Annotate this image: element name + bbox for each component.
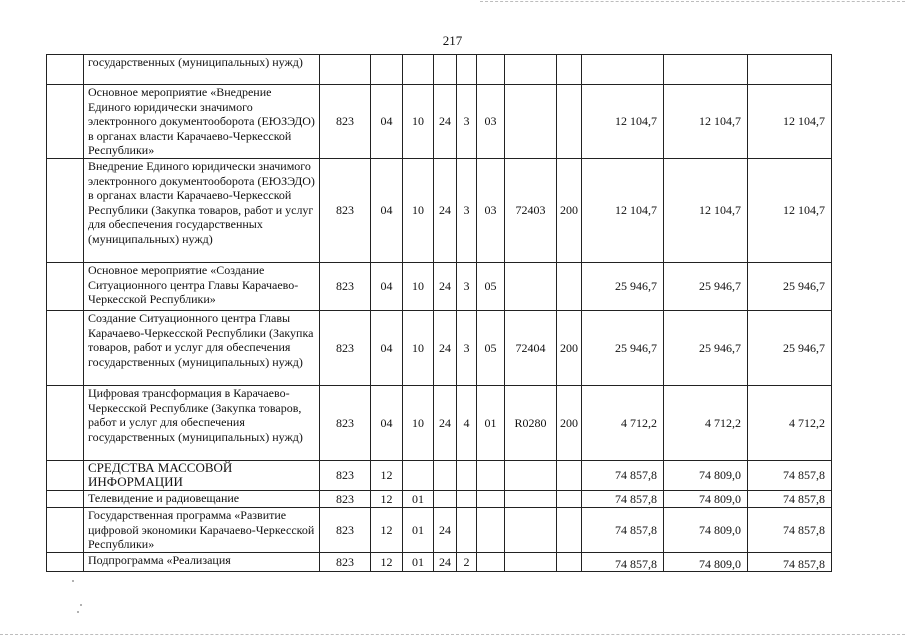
row-marker-cell [47,386,84,461]
expense-type-code [557,491,582,508]
event-code: 01 [477,386,505,461]
table-row [47,491,832,508]
amount-year-1: 25 946,7 [582,263,664,311]
section-code: 12 [371,553,403,572]
direction-code [505,85,557,159]
subprogram-code [457,508,477,553]
amount-year-3: 12 104,7 [748,85,832,159]
direction-code [505,491,557,508]
scan-edge-bottom [0,634,905,635]
direction-code [505,508,557,553]
expense-type-code [557,553,582,572]
ministry-code [320,55,371,85]
section-code: 12 [371,461,403,491]
program-code [434,491,457,508]
subprogram-code: 3 [457,159,477,263]
subprogram-code: 3 [457,263,477,311]
amount-year-2: 12 104,7 [664,159,748,263]
amount-year-1: 12 104,7 [582,85,664,159]
direction-code: R0280 [505,386,557,461]
subsection-code: 10 [403,159,434,263]
subprogram-code: 3 [457,85,477,159]
direction-code [505,461,557,491]
table-row [47,55,832,85]
scan-speck [80,604,82,606]
program-code: 24 [434,553,457,572]
ministry-code: 823 [320,508,371,553]
amount-year-3: 74 857,8 [748,491,832,508]
section-code: 04 [371,85,403,159]
table-row [47,311,832,386]
event-code [477,553,505,572]
direction-code [505,553,557,572]
expense-type-code [557,508,582,553]
subsection-code: 10 [403,85,434,159]
row-name: Подпрограмма «Реализация [84,553,320,572]
amount-year-1: 74 857,8 [582,508,664,553]
row-marker-cell [47,553,84,572]
amount-year-2: 25 946,7 [664,263,748,311]
ministry-code: 823 [320,553,371,572]
expense-type-code: 200 [557,311,582,386]
program-code [434,461,457,491]
event-code [477,508,505,553]
program-code: 24 [434,263,457,311]
ministry-code: 823 [320,311,371,386]
amount-year-2: 12 104,7 [664,85,748,159]
table-row [47,159,832,263]
section-code: 04 [371,311,403,386]
subsection-code: 10 [403,263,434,311]
subsection-code: 10 [403,311,434,386]
row-name: СРЕДСТВА МАССОВОЙ ИНФОРМАЦИИ [84,461,320,491]
subprogram-code [457,55,477,85]
subprogram-code: 3 [457,311,477,386]
program-code: 24 [434,508,457,553]
row-name: государственных (муниципальных) нужд) [84,55,320,85]
table-row [47,461,832,491]
section-code: 04 [371,159,403,263]
expense-type-code [557,461,582,491]
subsection-code: 10 [403,386,434,461]
section-code: 12 [371,508,403,553]
budget-table [46,54,832,572]
row-marker-cell [47,508,84,553]
row-marker-cell [47,311,84,386]
table-row [47,553,832,572]
row-name: Внедрение Единого юридически значимого электронного документооборота (ЕЮЗЭДО) в органах власти Карачаево-Черкесской Республики (Закупка товаров, работ и услуг для обеспечения государственных (муниципальных) нужд) [84,159,320,263]
amount-year-2 [664,55,748,85]
subprogram-code: 2 [457,553,477,572]
amount-year-1: 74 857,8 [582,553,664,572]
subsection-code: 01 [403,491,434,508]
amount-year-3: 74 857,8 [748,508,832,553]
amount-year-3: 74 857,8 [748,461,832,491]
row-name: Основное мероприятие «Создание Ситуационного центра Главы Карачаево-Черкесской Республики» [84,263,320,311]
amount-year-1: 4 712,2 [582,386,664,461]
amount-year-3: 74 857,8 [748,553,832,572]
direction-code: 72404 [505,311,557,386]
amount-year-3: 12 104,7 [748,159,832,263]
subprogram-code: 4 [457,386,477,461]
event-code: 05 [477,263,505,311]
row-name: Создание Ситуационного центра Главы Карачаево-Черкесской Республики (Закупка товаров, работ и услуг для обеспечения государственных (муниципальных) нужд) [84,311,320,386]
section-code: 12 [371,491,403,508]
amount-year-1: 74 857,8 [582,461,664,491]
subsection-code [403,461,434,491]
section-code: 04 [371,263,403,311]
row-marker-cell [47,159,84,263]
program-code: 24 [434,159,457,263]
expense-type-code [557,55,582,85]
scan-edge-top [480,1,905,2]
amount-year-3: 25 946,7 [748,311,832,386]
amount-year-1: 25 946,7 [582,311,664,386]
event-code [477,55,505,85]
row-marker-cell [47,263,84,311]
subsection-code: 01 [403,553,434,572]
ministry-code: 823 [320,461,371,491]
direction-code [505,263,557,311]
ministry-code: 823 [320,386,371,461]
ministry-code: 823 [320,85,371,159]
ministry-code: 823 [320,263,371,311]
row-marker-cell [47,491,84,508]
section-code: 04 [371,386,403,461]
amount-year-1: 74 857,8 [582,491,664,508]
row-name: Цифровая трансформация в Карачаево-Черкесской Республике (Закупка товаров, работ и услуг для обеспечения государственных (муниципальных) нужд) [84,386,320,461]
subsection-code: 01 [403,508,434,553]
page-number: 217 [442,33,463,48]
row-marker-cell [47,461,84,491]
scan-speck [72,580,74,582]
amount-year-2: 74 809,0 [664,508,748,553]
ministry-code: 823 [320,159,371,263]
amount-year-2: 74 809,0 [664,553,748,572]
amount-year-2: 74 809,0 [664,491,748,508]
table-row [47,263,832,311]
event-code: 03 [477,159,505,263]
row-name: Основное мероприятие «Внедрение Единого юридически значимого электронного документооборота (ЕЮЗЭДО) в органах власти Карачаево-Черкесской Республики» [84,85,320,159]
program-code: 24 [434,85,457,159]
table-row [47,386,832,461]
row-marker-cell [47,55,84,85]
event-code: 03 [477,85,505,159]
subsection-code [403,55,434,85]
program-code: 24 [434,386,457,461]
subprogram-code [457,491,477,508]
expense-type-code [557,263,582,311]
program-code: 24 [434,311,457,386]
row-marker-cell [47,85,84,159]
amount-year-3: 4 712,2 [748,386,832,461]
amount-year-2: 4 712,2 [664,386,748,461]
row-name: Государственная программа «Развитие цифровой экономики Карачаево-Черкесской Республики» [84,508,320,553]
program-code [434,55,457,85]
ministry-code: 823 [320,491,371,508]
subprogram-code [457,461,477,491]
amount-year-2: 74 809,0 [664,461,748,491]
amount-year-2: 25 946,7 [664,311,748,386]
expense-type-code: 200 [557,386,582,461]
amount-year-3: 25 946,7 [748,263,832,311]
table-row [47,85,832,159]
table-row [47,508,832,553]
scan-speck [77,611,79,613]
direction-code [505,55,557,85]
event-code [477,461,505,491]
expense-type-code: 200 [557,159,582,263]
amount-year-1 [582,55,664,85]
direction-code: 72403 [505,159,557,263]
amount-year-3 [748,55,832,85]
section-code [371,55,403,85]
expense-type-code [557,85,582,159]
event-code [477,491,505,508]
amount-year-1: 12 104,7 [582,159,664,263]
row-name: Телевидение и радиовещание [84,491,320,508]
event-code: 05 [477,311,505,386]
budget-table-body [47,55,832,572]
